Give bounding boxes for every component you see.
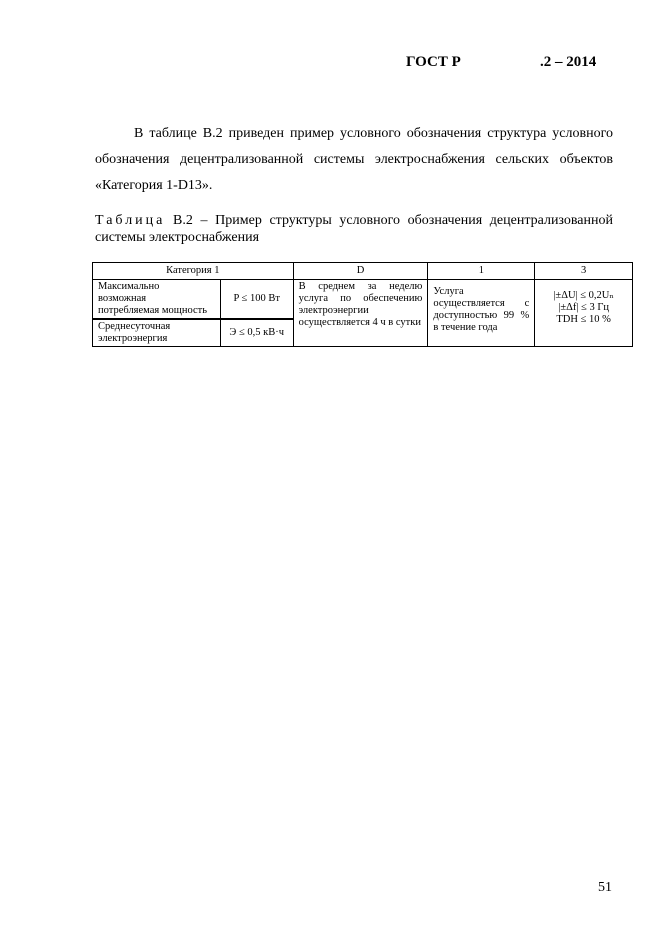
- paragraph-line-1: В таблице В.2 приведен пример условного обозначения структура условного: [134, 126, 613, 141]
- table-caption: [95, 212, 613, 246]
- d-description: В среднем за неделю услуга по обеспечению электроэнергии осуществляется 4 ч в сутки: [293, 280, 428, 347]
- header-1: 1: [428, 263, 535, 280]
- caption-line-1: В.2 – Пример структуры условного обозначения децентрализованной: [173, 213, 614, 228]
- param-max-power: Максимально возможная потребляемая мощность: [93, 280, 221, 320]
- caption-label: Таблица: [95, 213, 166, 228]
- header-d: D: [293, 263, 428, 280]
- standard-number: .2 – 2014: [540, 54, 597, 70]
- frequency-deviation: |±Δf| ≤ 3 Гц: [558, 302, 610, 313]
- table-header-row: [93, 263, 633, 280]
- header-3: 3: [535, 263, 633, 280]
- paragraph-line-2: обозначения децентрализованной системы электроснабжения сельских объектов: [95, 152, 613, 167]
- one-description: Услуга осуществляется с доступностью 99 % в течение года: [428, 280, 535, 347]
- page-number: 51: [598, 880, 612, 895]
- body-paragraph: [95, 121, 613, 199]
- page-header: [0, 54, 661, 74]
- tdh-value: TDH ≤ 10 %: [556, 314, 611, 325]
- value-daily-energy: Э ≤ 0,5 кВ·ч: [220, 319, 293, 347]
- header-category: Категория 1: [93, 263, 294, 280]
- table-row: [93, 280, 633, 320]
- standard-name: ГОСТ Р: [406, 54, 461, 70]
- structure-table: [92, 262, 633, 347]
- three-description: [535, 280, 633, 347]
- voltage-deviation: |±ΔU| ≤ 0,2Uₙ: [553, 290, 614, 301]
- value-max-power: P ≤ 100 Вт: [220, 280, 293, 320]
- paragraph-line-3: «Категория 1-D13».: [95, 178, 213, 193]
- param-daily-energy: Среднесуточная электроэнергия: [93, 319, 221, 347]
- caption-line-2: системы электроснабжения: [95, 230, 260, 245]
